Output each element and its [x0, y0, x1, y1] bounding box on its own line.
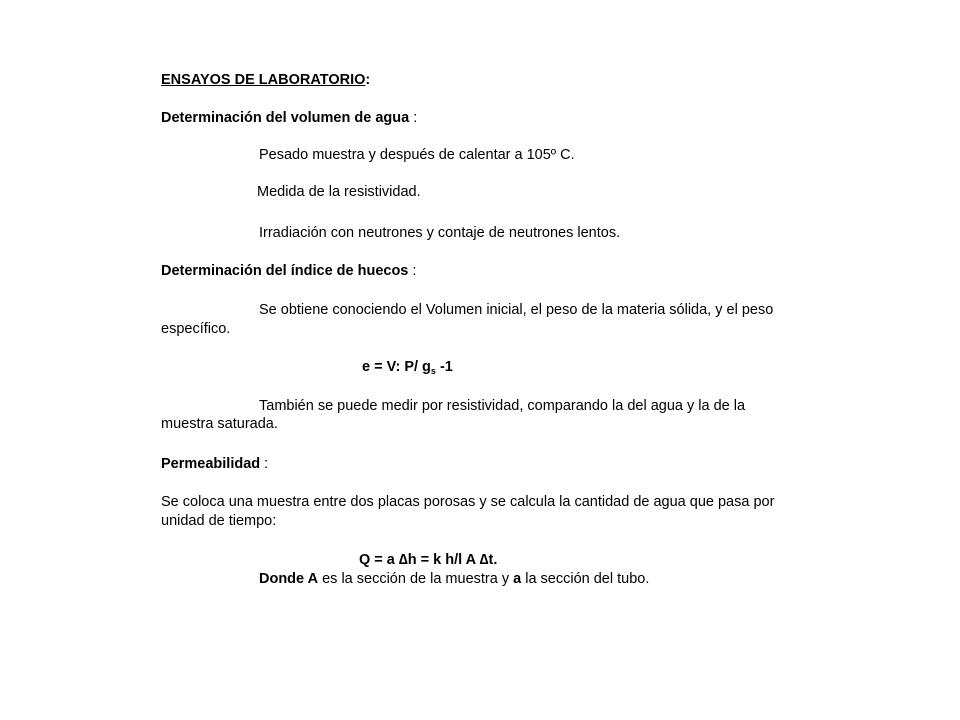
section-voids-suffix: : [408, 263, 417, 279]
voids-formula-tail: -1 [435, 359, 453, 375]
delta-symbol-1: ∆ [398, 552, 408, 568]
voids-paragraph-line-2: específico. [161, 321, 231, 337]
permeability-paragraph-line-2: unidad de tiempo: [161, 513, 277, 529]
heading-colon: : [365, 72, 371, 88]
section-permeability-heading [161, 455, 268, 473]
voids-paragraph-line-1: Se obtiene conociendo el Volumen inicial, el peso de la materia sólida, y el peso [259, 302, 774, 318]
permeability-note-text-1: es la sección de la muestra y [318, 571, 514, 587]
water-method-2: Medida de la resistividad. [257, 184, 421, 200]
permeability-paragraph-line-1: Se coloca una muestra entre dos placas porosas y se calcula la cantidad de agua que pasa por [161, 494, 775, 510]
section-water-title: Determinación del volumen de agua [161, 110, 410, 126]
heading-title: ENSAYOS DE LABORATORIO [161, 72, 366, 88]
voids-formula-main: e = V: P/ g [362, 359, 431, 375]
water-method-3: Irradiación con neutrones y contaje de neutrones lentos. [259, 225, 621, 241]
section-permeability-suffix: : [260, 456, 269, 472]
document-heading [161, 71, 370, 89]
permeability-note-bold-1: Donde A [259, 571, 319, 587]
permeability-formula [359, 551, 497, 569]
delta-symbol-2: ∆ [479, 552, 489, 568]
permeability-formula-part-c: t. [488, 552, 498, 568]
section-water-heading [161, 109, 417, 127]
permeability-note-bold-2: a [513, 571, 522, 587]
section-permeability-title: Permeabilidad [161, 456, 261, 472]
permeability-formula-part-b: h = k h/l A [407, 552, 480, 568]
voids-formula-subscript: s [430, 366, 436, 376]
voids-paragraph2-line-2: muestra saturada. [161, 416, 278, 432]
section-voids-heading [161, 262, 416, 280]
voids-formula [362, 358, 453, 376]
permeability-note [259, 570, 649, 588]
water-method-1: Pesado muestra y después de calentar a 105º C. [259, 147, 575, 163]
section-voids-title: Determinación del índice de huecos [161, 263, 409, 279]
section-water-suffix: : [409, 110, 418, 126]
voids-paragraph2-line-1: También se puede medir por resistividad, comparando la del agua y la de la [259, 398, 746, 414]
permeability-note-text-2: la sección del tubo. [521, 571, 650, 587]
permeability-formula-part-a: Q = a [359, 552, 399, 568]
